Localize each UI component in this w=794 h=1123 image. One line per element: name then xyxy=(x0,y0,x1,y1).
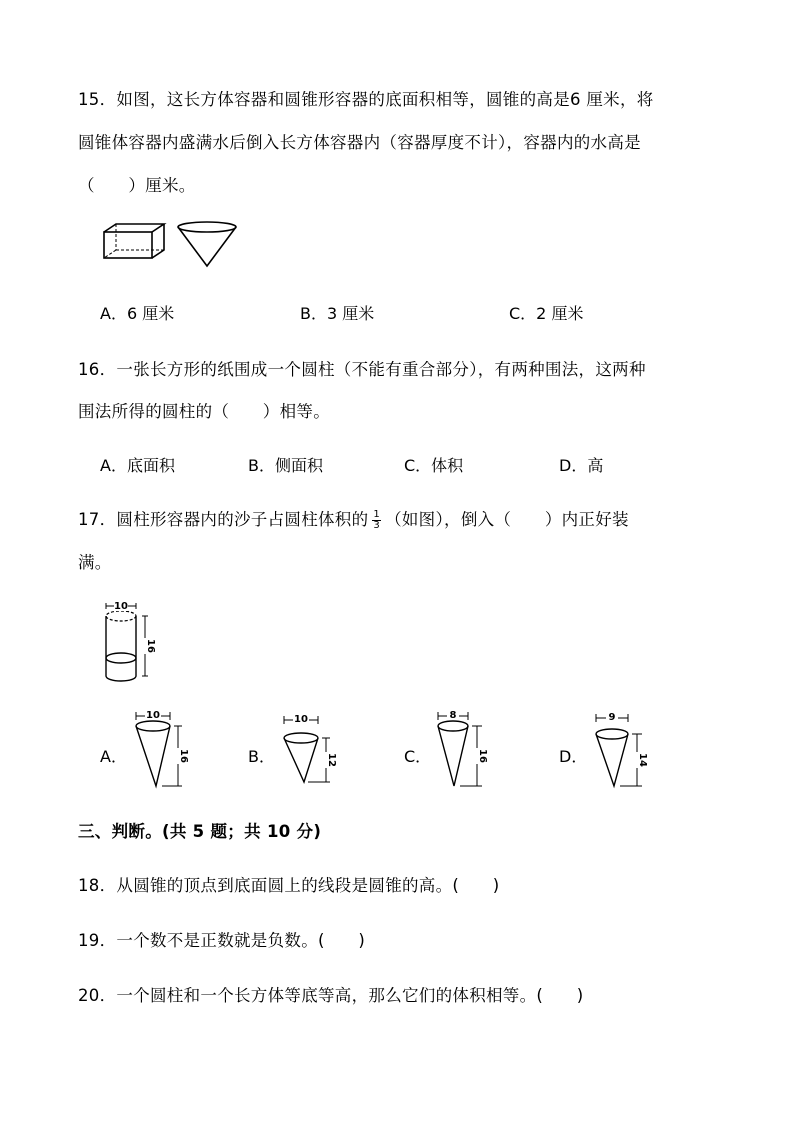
q17-option-a-label[interactable]: A． xyxy=(100,747,127,766)
q16-line2: 围法所得的圆柱的（ ）相等。 xyxy=(78,402,330,421)
q17-option-c-label[interactable]: C． xyxy=(404,747,432,766)
cone-d-height: 14 xyxy=(637,753,648,767)
q16-option-b[interactable]: B．侧面积 xyxy=(248,456,323,475)
q15-option-a[interactable]: A．6 厘米 xyxy=(100,304,175,323)
cone-b-height: 12 xyxy=(326,753,337,767)
q16-line1: 16．一张长方形的纸围成一个圆柱（不能有重合部分），有两种围法，这两种 xyxy=(78,360,646,379)
q17-line1-start: 17．圆柱形容器内的沙子占圆柱体积的 xyxy=(78,510,369,529)
q17-line1 xyxy=(78,506,629,531)
q19-text: 19．一个数不是正数就是负数。( ) xyxy=(78,931,366,950)
q17-option-b-cone[interactable] xyxy=(280,712,340,788)
q16-option-a[interactable]: A．底面积 xyxy=(100,456,175,475)
q17-line1-end: （如图），倒入（ ）内正好装 xyxy=(385,510,629,529)
cylinder-figure xyxy=(100,600,170,690)
cone-a-diameter: 10 xyxy=(146,710,160,721)
cylinder-diameter-label: 10 xyxy=(114,601,128,612)
cylinder-height-label: 16 xyxy=(145,639,156,653)
q17-option-d-label[interactable]: D． xyxy=(559,747,588,766)
cone-a-height: 16 xyxy=(178,749,189,763)
q15-line2: 圆锥体容器内盛满水后倒入长方体容器内（容器厚度不计），容器内的水高是 xyxy=(78,133,641,152)
cone-b-diameter: 10 xyxy=(294,714,308,725)
fraction-numerator: 1 xyxy=(373,509,381,520)
fraction-one-third xyxy=(372,510,381,531)
q15-option-c[interactable]: C．2 厘米 xyxy=(509,304,584,323)
q15-line1: 15．如图，这长方体容器和圆锥形容器的底面积相等，圆锥的高是6 厘米，将 xyxy=(78,90,654,109)
q17-option-d-cone[interactable] xyxy=(592,710,652,790)
q16-option-d[interactable]: D．高 xyxy=(559,456,604,475)
q15-line3: （ ）厘米。 xyxy=(78,176,196,195)
q17-line2: 满。 xyxy=(78,553,112,572)
q18-text: 18．从圆锥的顶点到底面圆上的线段是圆锥的高。( ) xyxy=(78,876,500,895)
q17-option-c-cone[interactable] xyxy=(434,708,494,790)
fraction-denominator: 3 xyxy=(373,520,381,531)
q16-option-c[interactable]: C．体积 xyxy=(404,456,464,475)
cuboid-figure xyxy=(100,222,170,262)
q20-text: 20．一个圆柱和一个长方体等底等高，那么它们的体积相等。( ) xyxy=(78,986,584,1005)
cone-c-diameter: 8 xyxy=(449,710,457,721)
inverted-cone-figure xyxy=(175,220,241,270)
q17-option-a-cone[interactable] xyxy=(132,708,192,790)
q17-option-b-label[interactable]: B． xyxy=(248,747,275,766)
cone-d-diameter: 9 xyxy=(608,712,616,723)
section-3-title: 三、判断。(共 5 题；共 10 分) xyxy=(78,822,322,841)
q15-option-b[interactable]: B．3 厘米 xyxy=(300,304,375,323)
cone-c-height: 16 xyxy=(477,749,488,763)
